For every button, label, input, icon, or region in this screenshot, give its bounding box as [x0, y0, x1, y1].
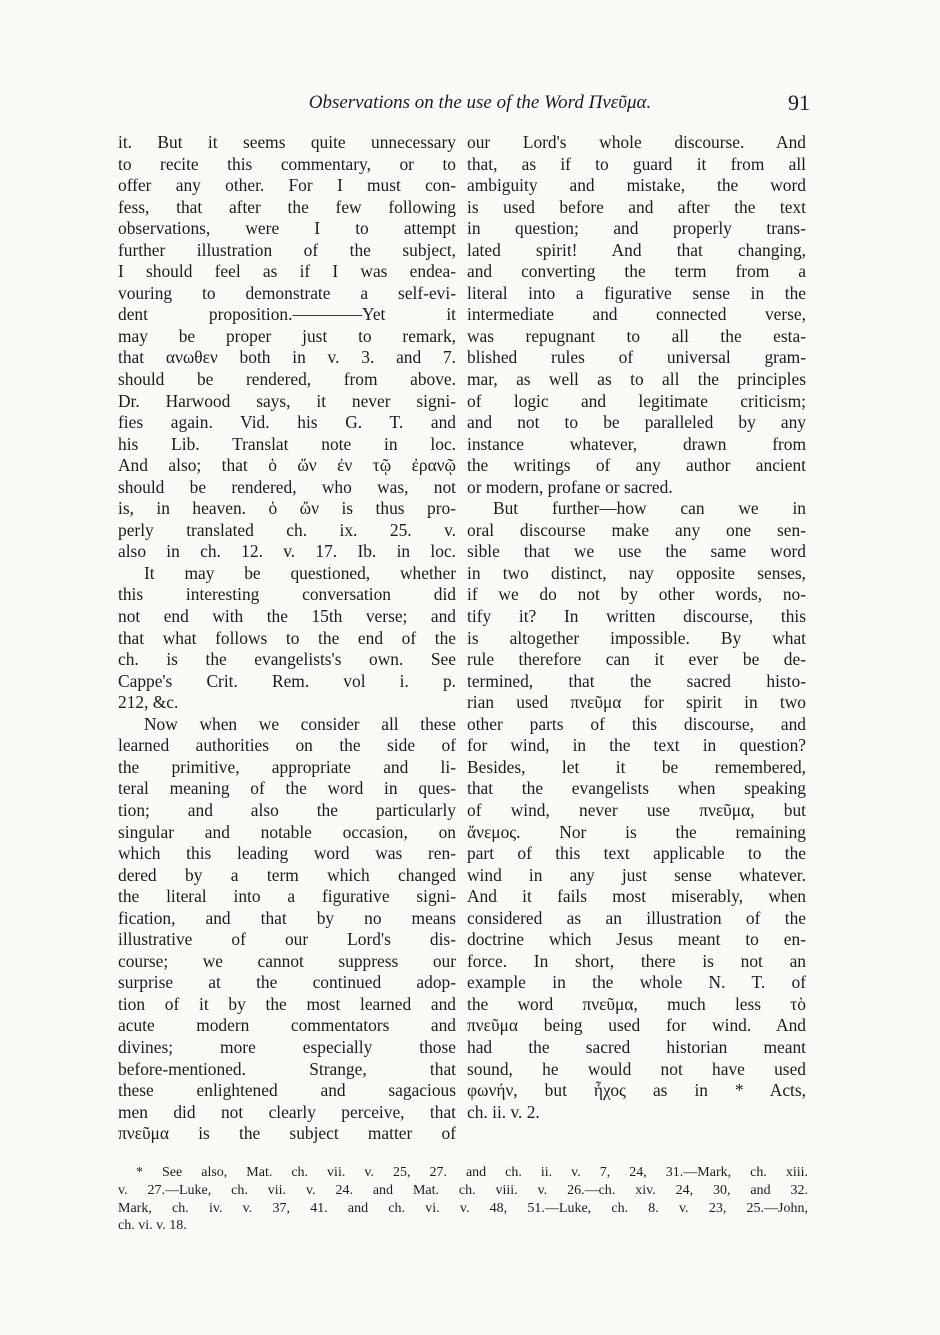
text-line: fies again. Vid. his G. T. and	[118, 412, 456, 433]
text-line: force. In short, there is not an	[467, 950, 806, 971]
text-line: our Lord's whole discourse. And	[467, 132, 806, 152]
text-line: lated spirit! And that changing,	[467, 239, 806, 260]
text-line: fication, and that by no means	[118, 907, 456, 928]
text-line: the primitive, appropriate and li-	[118, 756, 456, 777]
text-line: of wind, never use πνεῦμα, but	[467, 799, 806, 820]
text-line: which this leading word was ren-	[118, 843, 456, 864]
text-line: doctrine which Jesus meant to en-	[467, 929, 806, 950]
text-line: that, as if to guard it from all	[467, 153, 806, 174]
text-line: had the sacred historian meant	[467, 1036, 806, 1057]
text-line: this interesting conversation did	[118, 584, 456, 605]
text-line: surprise at the continued adop-	[118, 972, 456, 993]
text-line: rian used πνεῦμα for spirit in two	[467, 692, 806, 713]
text-line: dent proposition.————Yet it	[118, 304, 456, 325]
footnote-line: v. 27.—Luke, ch. vii. v. 24. and Mat. ch. viii. v. 26.—ch. xiv. 24, 30, and 32.	[118, 1182, 808, 1198]
text-line: perly translated ch. ix. 25. v.	[118, 519, 456, 540]
text-line: before-mentioned. Strange, that	[118, 1058, 456, 1079]
text-line: the writings of any author ancient	[467, 455, 806, 476]
text-line: is used before and after the text	[467, 196, 806, 217]
footnote-line: ch. vi. v. 18.	[118, 1218, 187, 1234]
text-line: ch. ii. v. 2.	[467, 1101, 540, 1122]
page-header	[120, 92, 810, 122]
page-number: 91	[788, 90, 810, 115]
text-line: may be proper just to remark,	[118, 325, 456, 346]
left-column	[118, 132, 456, 1145]
text-line: I should feel as if I was endea-	[118, 261, 456, 282]
text-line: that the evangelists when speaking	[467, 778, 806, 799]
text-line: But further—how can we in	[493, 498, 806, 519]
text-line: and not to be paralleled by any	[467, 412, 806, 433]
text-line: acute modern commentators and	[118, 1015, 456, 1036]
text-line: fess, that after the few following	[118, 196, 456, 217]
text-line: of logic and legitimate criticism;	[467, 390, 806, 411]
text-line: And it fails most miserably, when	[467, 886, 806, 907]
text-line: φωνήν, but ἦχος as in * Acts,	[467, 1080, 806, 1101]
text-line: 212, &c.	[118, 692, 179, 713]
text-line: tify it? In written discourse, this	[467, 606, 806, 627]
text-line: for wind, in the text in question?	[467, 735, 806, 756]
text-line: instance whatever, drawn from	[467, 433, 806, 454]
text-line: wind in any just sense whatever.	[467, 864, 806, 885]
text-line: Besides, let it be remembered,	[467, 756, 806, 777]
text-line: also in ch. 12. v. 17. Ib. in loc.	[118, 541, 456, 562]
text-line: or modern, profane or sacred.	[467, 476, 673, 497]
text-line: considered as an illustration of the	[467, 907, 806, 928]
text-line: dered by a term which changed	[118, 864, 456, 885]
text-line: example in the whole N. T. of	[467, 972, 806, 993]
footnote-line: Mark, ch. iv. v. 37, 41. and ch. vi. v. 48, 51.—Luke, ch. 8. v. 23, 25.—John,	[118, 1200, 808, 1216]
text-line: tion; and also the particularly	[118, 799, 456, 820]
text-line: And also; that ὁ ὤν ἐν τῷ ἐρανῷ	[118, 455, 456, 476]
text-line: should be rendered, from above.	[118, 369, 456, 390]
text-line: his Lib. Translat note in loc.	[118, 433, 456, 454]
text-line: offer any other. For I must con-	[118, 175, 456, 196]
text-line: sible that we use the same word	[467, 541, 806, 562]
right-column	[467, 132, 806, 1123]
text-line: sound, he would not have used	[467, 1058, 806, 1079]
text-line: is, in heaven. ὁ ὤν is thus pro-	[118, 498, 456, 519]
text-line: these enlightened and sagacious	[118, 1080, 456, 1101]
text-line: part of this text applicable to the	[467, 843, 806, 864]
text-line: further illustration of the subject,	[118, 239, 456, 260]
text-line: the literal into a figurative signi-	[118, 886, 456, 907]
text-line: πνεῦμα being used for wind. And	[467, 1015, 806, 1036]
text-line: learned authorities on the side of	[118, 735, 456, 756]
text-line: literal into a figurative sense in the	[467, 282, 806, 303]
text-line: course; we cannot suppress our	[118, 950, 456, 971]
text-line: to recite this commentary, or to	[118, 153, 456, 174]
text-line: mar, as well as to all the principles	[467, 369, 806, 390]
text-line: rule therefore can it ever be de-	[467, 649, 806, 670]
text-line: blished rules of universal gram-	[467, 347, 806, 368]
text-line: was repugnant to all the esta-	[467, 325, 806, 346]
text-line: tion of it by the most learned and	[118, 993, 456, 1014]
text-line: other parts of this discourse, and	[467, 713, 806, 734]
text-line: oral discourse make any one sen-	[467, 519, 806, 540]
text-line: Now when we consider all these	[144, 713, 456, 734]
text-line: divines; more especially those	[118, 1036, 456, 1057]
text-line: and converting the term from a	[467, 261, 806, 282]
text-line: ἄνεμος. Nor is the remaining	[467, 821, 806, 842]
text-line: not end with the 15th verse; and	[118, 606, 456, 627]
text-line: teral meaning of the word in ques-	[118, 778, 456, 799]
text-line: it. But it seems quite unnecessary	[118, 132, 456, 152]
text-line: illustrative of our Lord's dis-	[118, 929, 456, 950]
footnotes	[118, 1164, 808, 1235]
text-line: ambiguity and mistake, the word	[467, 175, 806, 196]
text-line: is altogether impossible. By what	[467, 627, 806, 648]
text-line: Cappe's Crit. Rem. vol i. p.	[118, 670, 456, 691]
text-line: that what follows to the end of the	[118, 627, 456, 648]
text-line: should be rendered, who was, not	[118, 476, 456, 497]
text-line: observations, were I to attempt	[118, 218, 456, 239]
text-line: It may be questioned, whether	[144, 562, 456, 583]
text-line: in question; and properly trans-	[467, 218, 806, 239]
text-line: Dr. Harwood says, it never signi-	[118, 390, 456, 411]
text-line: intermediate and connected verse,	[467, 304, 806, 325]
text-line: ch. is the evangelists's own. See	[118, 649, 456, 670]
text-line: πνεῦμα is the subject matter of	[118, 1123, 456, 1144]
text-line: vouring to demonstrate a self-evi-	[118, 282, 456, 303]
text-line: termined, that the sacred histo-	[467, 670, 806, 691]
text-line: that ανωθεν both in v. 3. and 7.	[118, 347, 456, 368]
text-line: the word πνεῦμα, much less τὸ	[467, 993, 806, 1014]
text-line: in two distinct, nay opposite senses,	[467, 562, 806, 583]
running-title: Observations on the use of the Word Πνεῦμα.	[308, 92, 652, 113]
text-line: men did not clearly perceive, that	[118, 1101, 456, 1122]
footnote-line: * See also, Mat. ch. vii. v. 25, 27. and ch. ii. v. 7, 24, 31.—Mark, ch. xiii.	[136, 1165, 808, 1180]
text-line: if we do not by other words, no-	[467, 584, 806, 605]
text-line: singular and notable occasion, on	[118, 821, 456, 842]
